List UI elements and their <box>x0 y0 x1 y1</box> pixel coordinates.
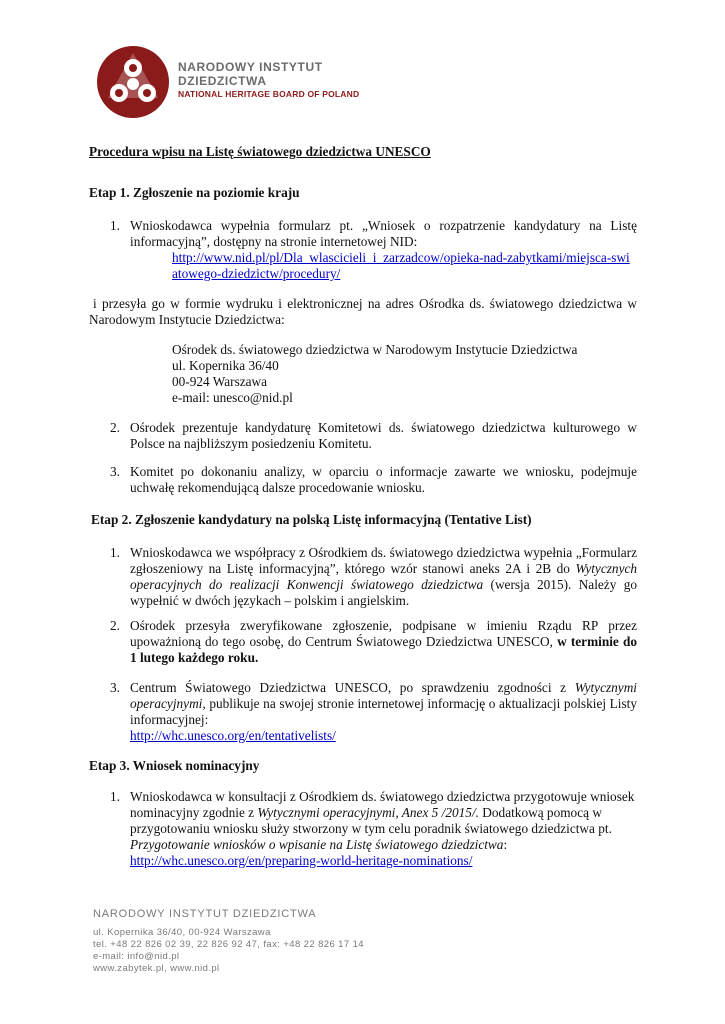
etap2-item3-text <box>130 680 637 744</box>
org-name-line1: NARODOWY INSTYTUT <box>178 60 323 74</box>
address-block <box>172 342 577 406</box>
etap3-item1-part2: Dodatkową pomocą w przygotowaniu wniosku służy stworzony w tym celu poradnik światowego dziedzictwa pt. <box>130 805 612 836</box>
etap2-item3-number: 3. <box>110 680 120 695</box>
etap3-item1-colon: : <box>503 837 508 852</box>
etap1-item3-text: Komitet po dokonaniu analizy, w oparciu o informacje zawarte we wniosku, podejmuje uchwałę rekomendującą dalsze procedowanie wniosku. <box>130 464 637 495</box>
etap3-item1-guide-title: Przygotowanie wniosków o wpisanie na Listę światowego dziedzictwa <box>130 837 504 852</box>
etap3-item1-number: 1. <box>110 789 120 804</box>
address-email: e-mail: unesco@nid.pl <box>172 390 293 405</box>
etap2-item1-part2: (wersja 2015). Należy go wypełnić w dwóch językach – polskim i angielskim. <box>130 577 638 608</box>
footer-org-name: NARODOWY INSTYTUT DZIEDZICTWA <box>93 908 317 920</box>
document-title: Procedura wpisu na Listę światowego dziedzictwa UNESCO <box>89 144 431 159</box>
etap2-item2-part1: Ośrodek przesyła zweryfikowane zgłoszenie, podpisane w imieniu Rządu RP przez upoważnioną do tego osobę, do Centrum Światowego Dziedzictwa UNESCO, <box>130 618 637 649</box>
etap2-heading: Etap 2. Zgłoszenie kandydatury na polską Listę informacyjną (Tentative List) <box>91 512 532 527</box>
etap3-item1-text <box>130 789 640 869</box>
etap1-item3-number: 3. <box>110 464 120 479</box>
etap1-paragraph: i przesyła go w formie wydruku i elektronicznej na adres Ośrodka ds. światowego dziedzictwa w Narodowym Instytucie Dziedzictwa: <box>89 296 637 327</box>
etap1-item1-number: 1. <box>110 218 120 233</box>
etap1-item2-text: Ośrodek prezentuje kandydaturę Komitetowi ds. światowego dziedzictwa kulturowego w Polsce na najbliższym posiedzeniu Komitetu. <box>130 420 637 451</box>
footer-websites: www.zabytek.pl, www.nid.pl <box>93 963 220 974</box>
etap1-item1-link[interactable]: http://www.nid.pl/pl/Dla_wlascicieli_i_zarzadcow/opieka-nad-zabytkami/miejsca-swiatowego-dziedzictw/procedury/ <box>172 250 630 281</box>
etap3-heading: Etap 3. Wniosek nominacyjny <box>89 758 260 773</box>
etap2-item2-text <box>130 618 637 666</box>
etap3-item1-link[interactable]: http://whc.unesco.org/en/preparing-world-heritage-nominations/ <box>130 853 473 868</box>
etap2-item3-italic: Wytycznymi operacyjnymi <box>130 680 637 711</box>
etap1-item2-number: 2. <box>110 420 120 435</box>
etap2-item1-text <box>130 545 637 609</box>
nid-logo <box>95 44 171 120</box>
etap2-item1-part1: Wnioskodawca we współpracy z Ośrodkiem ds. światowego dziedzictwa wypełnia „Formularz zgłoszeniowy na Listę informacyjną”, którego wzór stanowi aneks 2A i 2B do <box>130 545 637 576</box>
etap1-heading: Etap 1. Zgłoszenie na poziomie kraju <box>89 185 300 200</box>
org-name <box>178 60 359 100</box>
footer-address: ul. Kopernika 36/40, 00-924 Warszawa <box>93 927 271 938</box>
etap3-item1-part1: Wnioskodawca w konsultacji z Ośrodkiem ds. światowego dziedzictwa przygotowuje wniosek nominacyjny zgodnie z <box>130 789 635 820</box>
etap2-item3-part2: , publikuje na swojej stronie internetowej informację o aktualizacji polskiej Listy informacyjnej: <box>130 696 637 727</box>
etap2-item2-deadline: w terminie do 1 lutego każdego roku. <box>130 634 637 665</box>
address-line1: Ośrodek ds. światowego dziedzictwa w Narodowym Instytucie Dziedzictwa <box>172 342 578 357</box>
address-line3: 00-924 Warszawa <box>172 374 268 389</box>
etap2-item1-number: 1. <box>110 545 120 560</box>
etap1-item1-text: Wnioskodawca wypełnia formularz pt. „Wniosek o rozpatrzenie kandydatury na Listę informacyjną”, dostępny na stronie internetowej NID: <box>130 218 637 249</box>
org-name-line2: DZIEDZICTWA <box>178 74 267 88</box>
org-name-english: NATIONAL HERITAGE BOARD OF POLAND <box>178 89 360 99</box>
etap3-item1-italic: Wytycznymi operacyjnymi, Anex 5 /2015/. <box>257 805 479 820</box>
address-line2: ul. Kopernika 36/40 <box>172 358 279 373</box>
footer-phone: tel. +48 22 826 02 39, 22 826 92 47, fax: +48 22 826 17 14 <box>93 939 364 950</box>
etap2-item3-link[interactable]: http://whc.unesco.org/en/tentativelists/ <box>130 728 336 743</box>
etap2-item1-italic: Wytycznych operacyjnych do realizacji Konwencji światowego dziedzictwa <box>130 561 638 592</box>
etap2-item3-part1: Centrum Światowego Dziedzictwa UNESCO, po sprawdzeniu zgodności z <box>130 680 567 695</box>
etap2-item2-number: 2. <box>110 618 120 633</box>
footer <box>93 908 364 975</box>
footer-email: e-mail: info@nid.pl <box>93 951 180 962</box>
